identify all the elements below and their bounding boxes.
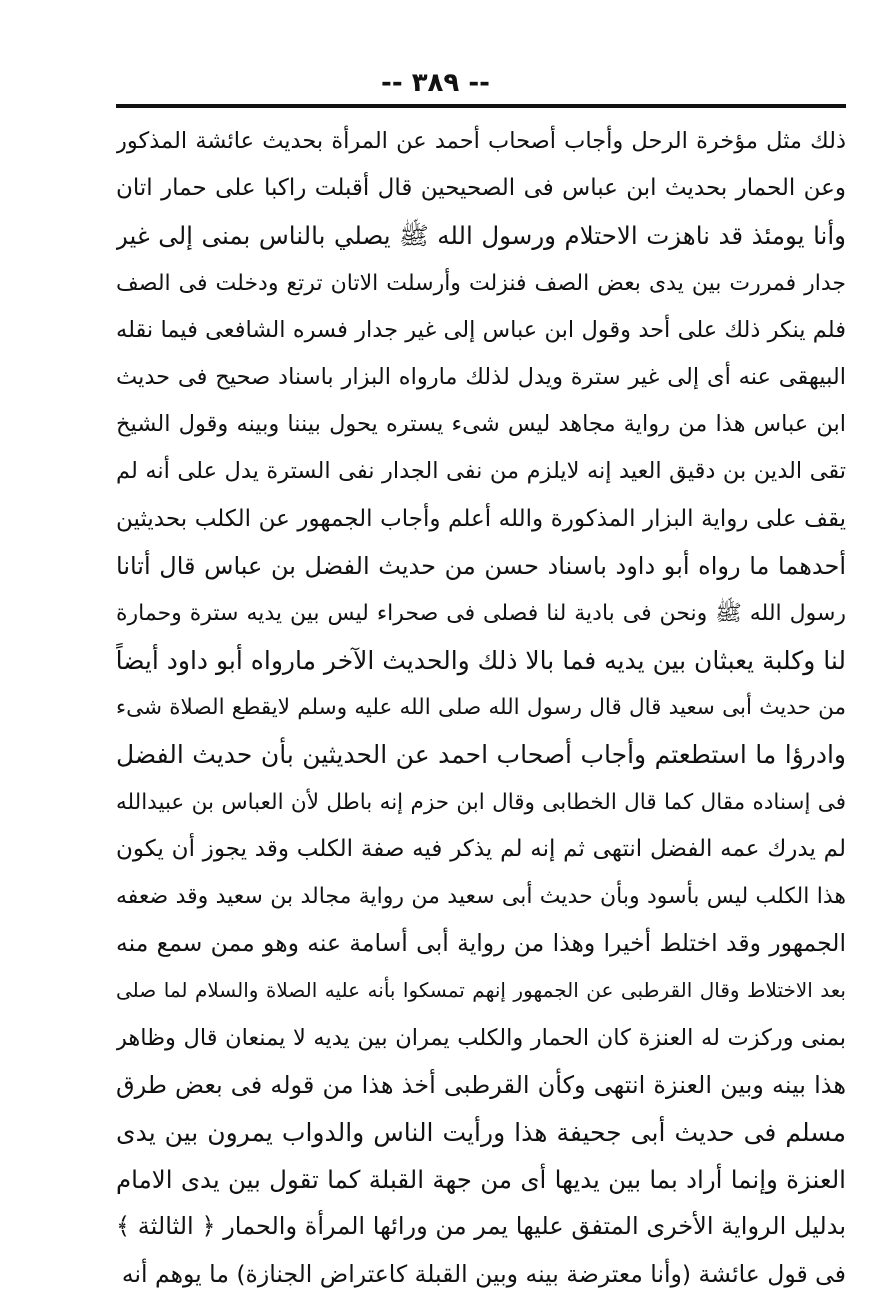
text-line: لنا وكلبة يعبثان بين يديه فما بالا ذلك والحديث الآخر مارواه أبو داود أيضاً [116,646,846,676]
text-line: يقف على رواية البزار المذكورة والله أعلم وأجاب الجمهور عن الكلب بحديثين [116,505,846,532]
text-line: لم يدرك عمه الفضل انتهى ثم إنه لم يذكر فيه صفة الكلب وقد يجوز أن يكون [116,835,846,862]
text-line: جدار فمررت بين يدى بعض الصف فنزلت وأرسلت الاتان ترتع ودخلت فى الصف [116,270,846,296]
text-line: الجمهور وقد اختلط أخيرا وهذا من رواية أبى أسامة عنه وهو ممن سمع منه [116,929,846,958]
text-line: رسول الله ﷺ ونحن فى بادية لنا فصلى فى صحراء ليس بين يديه سترة وحمارة [116,600,846,626]
text-line: بمنى وركزت له العنزة كان الحمار والكلب يمران بين يديه لا يمنعان قال وظاهر [116,1024,846,1051]
text-body [116,118,846,1298]
text-line: ابن عباس هذا من رواية مجاهد ليس شىء يستره يحول بيننا وبينه وقول الشيخ [116,411,846,438]
text-line: وادرؤا ما استطعتم وأجاب أصحاب احمد عن الحديثين بأن حديث الفضل [116,740,846,770]
text-line: هذا بينه وبين العنزة انتهى وكأن القرطبى أخذ هذا من قوله فى بعض طرق [116,1070,846,1099]
text-line: ذلك مثل مؤخرة الرحل وأجاب أصحاب أحمد عن المرأة بحديث عائشة المذكور [116,128,846,154]
text-line: هذا الكلب ليس بأسود وبأن حديث أبى سعيد من رواية مجالد بن سعيد وقد ضعفه [116,884,846,909]
text-line: أحدهما ما رواه أبو داود باسناد حسن من حديث الفضل بن عباس قال أتانا [116,551,846,580]
text-line: بدليل الرواية الأخرى المتفق عليها يمر من ورائها المرأة والحمار ﴿ الثالثة ﴾ [116,1212,846,1241]
header-rule [116,104,846,108]
text-line: بعد الاختلاط وقال القرطبى عن الجمهور إنهم تمسكوا بأنه عليه الصلاة والسلام لما صلى [116,978,846,1003]
page-number: -- ٣٨٩ -- [381,68,490,98]
text-line: العنزة وإنما أراد بما بين يديها أى من جهة القبلة كما تقول بين يدى الامام [116,1165,846,1195]
text-line: وعن الحمار بحديث ابن عباس فى الصحيحين قال أقبلت راكبا على حمار اتان [116,175,846,202]
text-line: مسلم فى حديث أبى جحيفة هذا ورأيت الناس والدواب يمرون بين يدى [116,1117,846,1147]
text-line: فلم ينكر ذلك على أحد وقول ابن عباس إلى غير جدار فسره الشافعى فيما نقله [116,316,846,343]
text-line: من حديث أبى سعيد قال قال رسول الله صلى الله عليه وسلم لايقطع الصلاة شىء [116,695,846,721]
text-line: فى قول عائشة (وأنا معترضة بينه وبين القبلة كاعتراض الجنازة) ما يوهم أنه [121,1259,846,1288]
text-line: البيهقى عنه أى إلى غير سترة ويدل لذلك مارواه البزار باسناد صحيح فى حديث [116,363,846,390]
text-line: فى إسناده مقال كما قال الخطابى وقال ابن حزم إنه باطل لأن العباس بن عبيدالله [116,789,846,815]
text-line: وأنا يومئذ قد ناهزت الاحتلام ورسول الله ﷺ يصلي بالناس بمنى إلى غير [116,221,846,251]
text-line: تقى الدين بن دقيق العيد إنه لايلزم من نفى الجدار نفى السترة يدل على أنه لم [116,458,846,485]
